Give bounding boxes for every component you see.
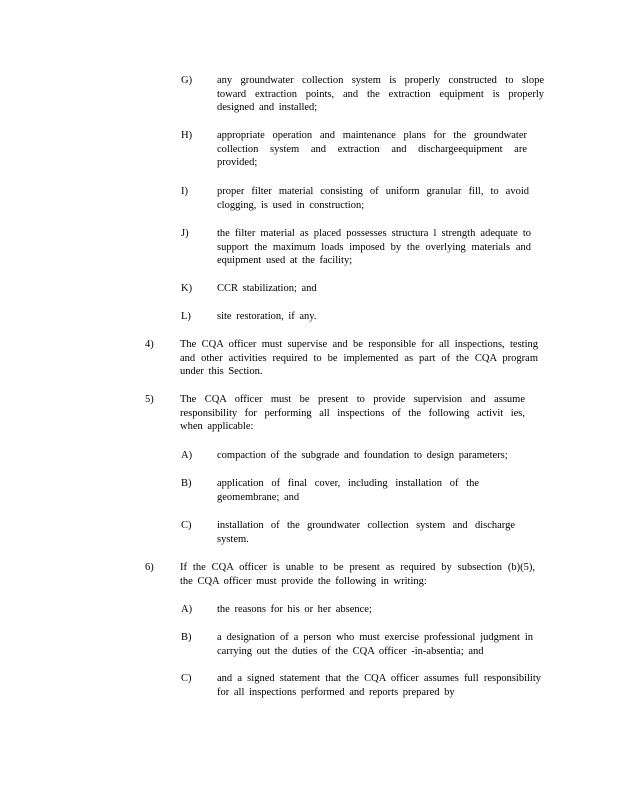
item-label: B) xyxy=(181,632,192,643)
paragraph-number: 6) xyxy=(145,562,154,573)
item-label: H) xyxy=(181,130,193,141)
item-label: I) xyxy=(181,186,188,197)
paragraph-text: The CQA officer must be present to provide supervision and assume responsibility for performing all inspections of the following activit ies, when applicable: xyxy=(180,394,525,433)
item-text: site restoration, if any. xyxy=(217,311,317,322)
item-label: J) xyxy=(181,228,189,239)
item-label: C) xyxy=(181,673,192,684)
item-label: K) xyxy=(181,283,193,294)
item-label: A) xyxy=(181,450,193,461)
item-text: the filter material as placed possesses structura l strength adequate to support the maximum loads imposed by the overlying materials and equipment used at the facility; xyxy=(217,228,531,267)
item-text: appropriate operation and maintenance plans for the groundwater collection system and extraction and dischargeequipment are provided; xyxy=(217,130,527,169)
item-label: G) xyxy=(181,75,193,86)
paragraph-number: 5) xyxy=(145,394,154,405)
item-text: a designation of a person who must exercise professional judgment in carrying out the duties of the CQA officer -in-absentia; and xyxy=(217,632,533,657)
item-label: B) xyxy=(181,478,192,489)
item-text: proper filter material consisting of uniform granular fill, to avoid clogging, is used in construction; xyxy=(217,186,529,211)
item-text: any groundwater collection system is properly constructed to slope toward extraction points, and the extraction equipment is properly designed and installed; xyxy=(217,75,544,114)
paragraph-number: 4) xyxy=(145,339,154,350)
item-label: A) xyxy=(181,604,193,615)
item-text: application of final cover, including installation of the geomembrane; and xyxy=(217,478,479,503)
item-text: the reasons for his or her absence; xyxy=(217,604,372,615)
paragraph-text: If the CQA officer is unable to be present as required by subsection (b)(5), the CQA officer must provide the following in writing: xyxy=(180,562,535,587)
paragraph-text: The CQA officer must supervise and be responsible for all inspections, testing and other activities required to be implemented as part of the CQA program under this Section. xyxy=(180,339,538,378)
item-text: installation of the groundwater collection system and discharge system. xyxy=(217,520,515,545)
item-text: CCR stabilization; and xyxy=(217,283,317,294)
item-text: compaction of the subgrade and foundation to design parameters; xyxy=(217,450,508,461)
item-label: L) xyxy=(181,311,191,322)
item-label: C) xyxy=(181,520,192,531)
item-text: and a signed statement that the CQA officer assumes full responsibility for all inspections performed and reports prepared by xyxy=(217,673,541,698)
